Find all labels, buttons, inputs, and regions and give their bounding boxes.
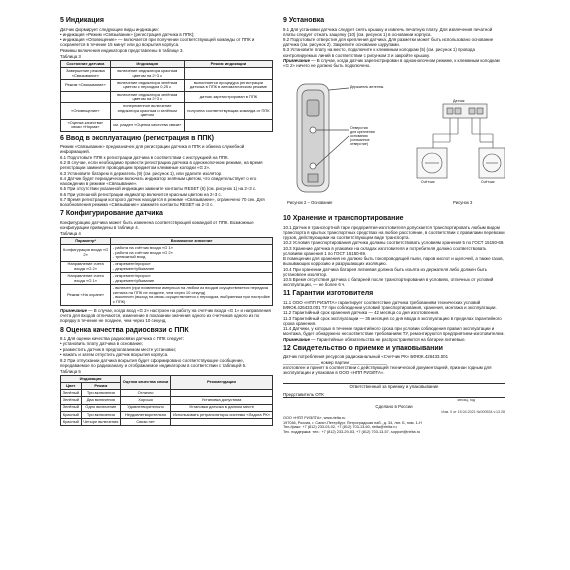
- section-5-title: 5 Индикация: [60, 17, 104, 24]
- table-header-cell: Цвет: [61, 383, 82, 390]
- table-header-cell: Оценка качества связи: [121, 375, 171, 389]
- responsible-label: Ответственный за приемку и упаковывание: [349, 384, 439, 390]
- table-header-cell: Возможное значение: [111, 238, 273, 245]
- table-5-caption: Таблица 5: [60, 368, 81, 374]
- table-row: [61, 119, 273, 131]
- table-cell: Неудовлетворительно: [121, 411, 171, 418]
- table-5: [60, 375, 273, 426]
- section-6-paragraph: 6.6 При успешной регистрации индикатор включится красным цветом на 2÷3 с.: [60, 191, 222, 197]
- table-cell: Направление счета входа «G 2»: [61, 261, 111, 273]
- label-hole: отверстие): [350, 142, 369, 147]
- signature-line-1: [283, 377, 505, 384]
- section-9-text: [283, 27, 505, 58]
- note-7: [60, 308, 273, 323]
- table-cell: Одно включение: [81, 404, 120, 411]
- section-10-text: [283, 225, 505, 288]
- table-cell: Установка датчика в данном месте: [171, 404, 273, 411]
- table-header-cell: Индикация: [61, 375, 121, 382]
- section-9-paragraph: 9.2 Подготовьте отверстия для крепления датчика. Для разметки может быть использовано основание датчика (см. рисунок 2). Закрепите основание шурупами.: [283, 36, 494, 48]
- batch-number-line: _______________ номер партии _______________: [283, 359, 387, 365]
- otk-label: Представитель ОТК: [283, 392, 324, 398]
- figures-2-3: [283, 70, 505, 212]
- table-4-caption: Таблица 4: [60, 231, 81, 237]
- table-cell: Завершение режима «Связывание»: [61, 68, 111, 80]
- section-5-paragraph: Датчик формирует следующие виды индикации:: [60, 26, 159, 32]
- table-cell: Четыре включения: [81, 418, 120, 425]
- table-cell: датчик зарегистрирован в ППК: [184, 91, 272, 103]
- label-antenna-holder: Держатель антенны: [350, 85, 384, 90]
- section-8-paragraph: • разместить датчик в предполагаемом месте установки;: [60, 346, 176, 352]
- section-6-paragraph: 6.2 В случае, если необходимо провести регистрацию датчика в однокнопочном режиме, на время регистрации замкните проводящим предметом клеммные колодки «G 2».: [60, 160, 263, 171]
- section-11-paragraph: 11.3 Гарантийный срок эксплуатации — 36 месяцев со дня ввода в эксплуатацию в пределах гарантийного срока хранения.: [283, 315, 502, 326]
- table-cell: Отлично: [121, 390, 171, 397]
- section-10-paragraph: 10.3 Хранение датчика в упаковке на складах изготовителя и потребителя должно соответствовать условиям хранения 1 по ГОСТ 15150-69.: [283, 245, 487, 256]
- company-support: Тех. поддержка: тел.: +7 (812) 233-29-53, +7 (812) 703-13-57, support@rielta.ru: [283, 430, 421, 435]
- table-cell: Три включения: [81, 411, 120, 418]
- certificate-text: изготовлен и принят в соответствии с действующей технической документацией, признан годным для эксплуатации и упакован в ООО «НПП РИЭЛТА».: [283, 364, 492, 376]
- note-9-text: — В случае, когда датчик зарегистрирован в однокнопочном режиме, к клеммным колодкам «G 2» ничего не должно быть подключено.: [283, 57, 500, 69]
- table-header-cell: Режим: [81, 383, 120, 390]
- section-10-paragraph: 10.1 Датчик в транспортной таре предприятия-изготовителя допускается транспортировать любым видом транспорта в крытых транспортных средствах на любое расстояние, в соответствии с правилами перевозки грузов, действующими на соответствующем виде транспорта.: [283, 224, 505, 240]
- section-6-title: 6 Ввод в эксплуатацию (регистрация в ППК): [60, 134, 214, 142]
- section-11-title: 11 Гарантии изготовителя: [283, 290, 374, 298]
- label-sensor: Датчик: [453, 99, 465, 104]
- table-row: [61, 79, 273, 91]
- table-cell: - включен (при появлении импульса на любом из входов осуществляется передача сигнала на ППК не позднее, чем через 10 секунд) - выключен (выход на связь осуществляется с периодом, выбранным при настройке с ППК): [111, 285, 273, 306]
- table-cell: Режим «Связывание»: [61, 79, 111, 91]
- section-7-text: [60, 220, 273, 230]
- label-base: основания: [350, 134, 368, 139]
- note-7-label: Примечание: [60, 308, 87, 314]
- section-8-title: 8 Оценка качества радиосвязи с ППК: [60, 326, 189, 334]
- section-12-title: 12 Свидетельство о приемке и упаковывании: [283, 344, 443, 352]
- table-cell: [171, 390, 273, 397]
- table-cell: Удовлетворительно: [121, 404, 171, 411]
- label-meter-left: Счётчик: [421, 180, 435, 185]
- section-10-paragraph: 10.2 Условия транспортирования датчика должны соответствовать условиям хранения 5 по ГОСТ 15150-69.: [283, 240, 505, 246]
- table-row: [61, 397, 273, 404]
- section-5-paragraph: • индикация «Оповещение» — включается при получении соответствующей команды от ППК и сохраняется в течение 15 минут или до вскрытия корпуса.: [60, 37, 255, 48]
- section-10-paragraph: В помещении для хранения не должно быть токопроводящей пыли, паров кислот и щелочей, а также газов, вызывающих коррозию и разрушающих изоляцию.: [283, 256, 504, 267]
- table-header-row: [61, 238, 273, 245]
- company-address: 197046, Россия, г. Санкт-Петербург, Петроградская наб., д. 34, лит. Б, пом. 1-Н: [283, 420, 422, 425]
- section-5-paragraph: • индикация «Режим «Связывание» (регистрация датчика в ППК);: [60, 31, 195, 37]
- section-10-paragraph: 10.5 Время отсутствия датчика с батареей после транспортирования в условиях, отличных от условий эксплуатации, — не более 6 ч.: [283, 277, 494, 288]
- section-9-paragraph: 9.1 Для установки датчика следует снять крышку и извлечь печатную плату. Для извлечения печатной платы следует отжать защелку (10) (см. рисунок 1) в основании корпуса.: [283, 26, 493, 37]
- base-drawing: [297, 84, 349, 192]
- section-11-text: [283, 300, 505, 337]
- table-cell: [184, 68, 272, 80]
- section-6-paragraph: 6.3 Установите батарею в держатель (9) (см. рисунок 1), или удалите изолятор.: [60, 170, 223, 176]
- section-12-paragraph: Датчик потребления ресурсов радиоканальный «Счетчик РК» БФЮК.426433.001: [283, 354, 449, 360]
- table-cell: получена соответствующая команда от ППК: [184, 103, 272, 119]
- company-phones: Тел./факс: +7 (812) 233-03-02, +7 (812) 703-13-60, rielta@rielta.ru: [283, 425, 397, 430]
- table-cell: Установка допустима: [171, 397, 273, 404]
- note-11: [283, 337, 505, 342]
- section-6-text: [60, 144, 273, 207]
- company-footer: [283, 416, 505, 435]
- table-cell: - работа на счётчик входа «G 1» - работа на счётчик входа «G 2» - тревожный вход: [111, 245, 273, 261]
- table-cell: Зелёный: [61, 404, 82, 411]
- table-row: [61, 390, 273, 397]
- table-cell: Красный: [61, 411, 82, 418]
- table-header-cell: Режим индикации: [184, 60, 272, 67]
- table-cell: Конфигурация входа «G 2»: [61, 245, 111, 261]
- made-in-russia: Сделано в России: [375, 404, 413, 410]
- section-8-text: [60, 336, 273, 368]
- table-header-row: [61, 375, 273, 382]
- table-cell: Использовать ретрансляторы системы «Ладога РК»: [171, 411, 273, 418]
- edition-info: Изм. 0 от 15.04.2021 №000534 v.13.28: [441, 409, 505, 414]
- note-7-text: — В случае, когда вход «G 2» настроен на работу на счетчик входа «G 1» и направления счета для входов отличаются, изменение в показании значения одного из счетчиков одного из по порядку в течение не позднее, чем через 10 секунд.: [60, 308, 271, 324]
- table-cell: Зелёный: [61, 397, 82, 404]
- table-cell: [184, 119, 272, 131]
- section-9-title: 9 Установка: [283, 17, 325, 24]
- table-cell: - инкремент/прирост - декремент/убывание: [111, 261, 273, 273]
- table-row: [61, 411, 273, 418]
- table-cell: Хорошо: [121, 397, 171, 404]
- note-11-label: Примечание: [283, 336, 310, 342]
- table-cell: выполняется процедура регистрации датчика в ППК в автоматическом режиме: [184, 79, 272, 91]
- section-6-paragraph: 6.7 Время регистрации которого датчик находится в режиме «Связывание», ограничено 70 сек. Для возобновления режима «Связывание» замкните контакты RESET на 2÷3 с.: [60, 197, 265, 208]
- note-11-text: — Гарантийные обязательства не распространяются на батареи литиевые.: [309, 336, 466, 342]
- table-row: [61, 285, 273, 306]
- section-6-paragraph: Режим «Связывание» предназначен для регистрации датчика в ППК и обмена служебной информацией.: [60, 144, 245, 155]
- month-year-label: месяц, год: [457, 398, 475, 403]
- label-meter-right: Счётчик: [481, 180, 495, 185]
- batch-number-label: номер партии: [320, 359, 349, 365]
- table-cell: «Оценка качества» связи «Норма»: [61, 119, 111, 131]
- table-cell: включение индикатора зелёным цветом на 2÷3 с: [110, 91, 184, 103]
- section-6-paragraph: 6.1 Подготовьте ППК к регистрации датчика в соответствии с инструкцией на ППК.: [60, 154, 229, 160]
- table-row: [61, 103, 273, 119]
- signature-line-2: [283, 391, 505, 398]
- table-header-row: [61, 60, 273, 67]
- section-6-paragraph: 6.5 При отсутствии указанной индикации замкните контакты RESET (6) (см. рисунок 1) на 2÷3 с.: [60, 186, 257, 192]
- section-9-paragraph: 9.3 Установите плату на место, подключите к клеммным колодкам (5) (см. рисунок 1) провода контролируемых линий в соответствии с рисунком 3 и закройте крышку.: [283, 47, 475, 58]
- section-10-title: 10 Хранение и транспортирование: [283, 215, 404, 223]
- wiring-diagram: [417, 104, 505, 178]
- table-header-cell: Параметр*: [61, 238, 111, 245]
- label-for-mounting: для крепления: [350, 130, 375, 135]
- table-cell: Режим «На охране»: [61, 285, 111, 306]
- table-3-caption: Таблица 3: [60, 53, 81, 59]
- table-header-cell: Индикация: [110, 60, 184, 67]
- table-cell: «Оповещение»: [61, 103, 111, 119]
- section-11-paragraph: 11.4 Датчики, у которых в течение гарантийного срока при условии соблюдения правил эксплуатации и монтажа, будет обнаружено несоответствие требованиям ТУ, ремонтируются предприятием-изготовителем.: [283, 326, 505, 337]
- section-7-paragraph: Конфигурацию датчика может быть изменена соответствующей командой от ППК. Возможные конфигурации приведены в таблице 4.: [60, 219, 254, 230]
- table-cell: Связи нет: [121, 418, 171, 425]
- figure-3-caption: Рисунок 3: [453, 200, 473, 206]
- figure-2-caption: Рисунок 2 – Основание: [287, 200, 333, 206]
- table-cell: попеременное включение индикатора красным и зелёным цветом: [110, 103, 184, 119]
- section-8-paragraph: 8.1 Для оценки качества радиосвязи датчика с ППК следует:: [60, 336, 185, 341]
- table-row: [61, 245, 273, 261]
- table-cell: Зелёный: [61, 390, 82, 397]
- table-cell: включение индикатора красным цветом на 2÷3 с: [110, 68, 184, 80]
- section-5-paragraph: Режимы включения индикаторов представлены в таблице 3.: [60, 47, 184, 53]
- table-cell: Направление счета входа «G 1»: [61, 273, 111, 285]
- section-8-paragraph: • нажать и затем отпустить датчик вскрытия корпуса.: [60, 352, 169, 358]
- table-4: [60, 237, 273, 306]
- table-row: [61, 418, 273, 425]
- right-column: [283, 14, 505, 435]
- table-row: [61, 404, 273, 411]
- table-cell: включение индикатора зелёным цветом с периодом 0,25 с: [110, 79, 184, 91]
- section-12-text: [283, 354, 505, 359]
- table-header-cell: Состояние датчика: [61, 60, 111, 67]
- label-holes: Отверстия: [350, 126, 368, 131]
- table-cell: - инкремент/прирост - декремент/убывание: [111, 273, 273, 285]
- table-header-cell: Рекомендации: [171, 375, 273, 389]
- table-3: [60, 60, 273, 132]
- table-cell: Три включения: [81, 390, 120, 397]
- section-6-paragraph: 6.4 Датчик будет периодически включать индикатор зелёным цветом, что свидетельствует о его нахождении в режиме «Связывание».: [60, 175, 257, 186]
- table-row: [61, 261, 273, 273]
- section-8-paragraph: 8.2 При отпускании датчика вскрытия будет сформировано соответствующее сообщение, передаваемое по радиоканалу и отображаемое индикатором в соответствии с таблицей 5.: [60, 357, 247, 368]
- company-name: ООО «НПП РИЭЛТА», www.rielta.ru: [283, 415, 346, 420]
- table-row: [61, 91, 273, 103]
- table-row: [61, 273, 273, 285]
- figures-drawing: [283, 70, 505, 212]
- table-cell: см. раздел «Оценка качества связи»: [110, 119, 184, 131]
- left-column: [60, 14, 273, 428]
- note-9-label: Примечание: [283, 57, 310, 63]
- table-cell: Два включения: [81, 397, 120, 404]
- label-broken: (сломанное: [350, 138, 370, 143]
- table-cell: [61, 91, 111, 103]
- section-5-text: [60, 27, 273, 53]
- section-8-paragraph: • установить плату датчика в основание;: [60, 341, 144, 347]
- table-row: [61, 68, 273, 80]
- note-9: [283, 58, 505, 68]
- section-11-paragraph: 11.1 ООО «НПП РИЭЛТА» гарантирует соответствие датчика требованиям технических условий БФЮК.426433.001 ТУ при соблюдении условий транспортирования, хранения, монтажа и эксплуатации.: [283, 299, 497, 310]
- section-10-paragraph: 10.4 При хранении датчика батарея литиевая должна быть изъята из держателя либо должен быть установлен изолятор.: [283, 266, 488, 277]
- table-cell: [171, 418, 273, 425]
- section-7-title: 7 Конфигурирование датчика: [60, 210, 163, 218]
- section-11-paragraph: 11.2 Гарантийный срок хранения датчика — 42 месяца со дня изготовления.: [283, 310, 440, 316]
- table-cell: Красный: [61, 418, 82, 425]
